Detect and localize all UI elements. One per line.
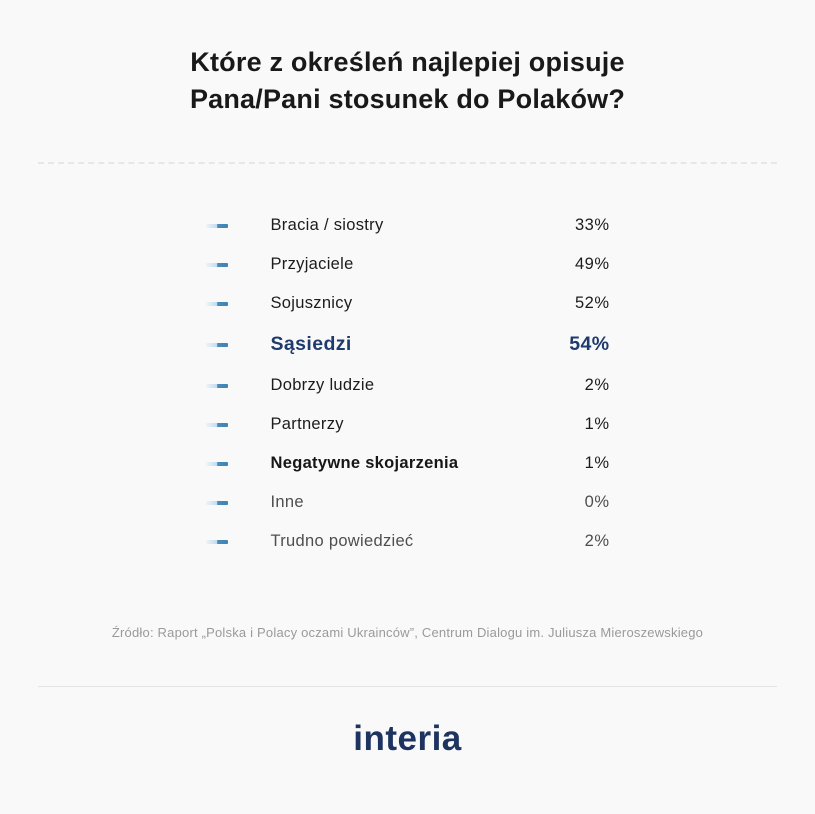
category-value: 49% xyxy=(574,255,610,273)
interia-logo: interia xyxy=(353,719,462,758)
category-value: 54% xyxy=(569,333,610,355)
dash-marker-icon xyxy=(206,501,228,505)
dotted-divider xyxy=(38,162,777,164)
list-item xyxy=(206,366,610,405)
category-value: 2% xyxy=(584,376,610,394)
category-label: Bracia / siostry xyxy=(270,216,384,234)
list-item-highlighted xyxy=(206,323,610,366)
category-value: 33% xyxy=(574,216,610,234)
solid-divider xyxy=(38,686,777,687)
survey-results-list xyxy=(206,206,610,561)
list-item xyxy=(206,206,610,245)
list-item xyxy=(206,245,610,284)
list-item xyxy=(206,405,610,444)
dash-marker-icon xyxy=(206,263,228,267)
page-title-line-2: Pana/Pani stosunek do Polaków? xyxy=(189,84,626,114)
page-title xyxy=(0,44,815,118)
dash-marker-icon xyxy=(206,224,228,228)
list-item xyxy=(206,522,610,561)
dash-marker-icon xyxy=(206,302,228,306)
category-value: 0% xyxy=(584,493,610,511)
dash-marker-icon xyxy=(206,384,228,388)
category-value: 1% xyxy=(584,415,610,433)
dash-marker-icon xyxy=(206,462,228,466)
list-item xyxy=(206,483,610,522)
dash-marker-icon xyxy=(206,343,228,347)
category-label: Dobrzy ludzie xyxy=(270,376,375,394)
category-value: 2% xyxy=(584,532,610,550)
category-label: Negatywne skojarzenia xyxy=(270,454,459,472)
category-label: Partnerzy xyxy=(270,415,344,433)
category-label: Sojusznicy xyxy=(270,294,353,312)
source-attribution: Źródło: Raport „Polska i Polacy oczami Ukrainców”, Centrum Dialogu im. Juliusza Mieroszewskiego xyxy=(111,625,704,640)
category-value: 52% xyxy=(574,294,610,312)
infographic-page xyxy=(0,44,815,814)
list-item xyxy=(206,444,610,483)
dash-marker-icon xyxy=(206,540,228,544)
category-label: Inne xyxy=(270,493,304,511)
list-item xyxy=(206,284,610,323)
category-label: Przyjaciele xyxy=(270,255,354,273)
category-label: Trudno powiedzieć xyxy=(270,532,414,550)
dash-marker-icon xyxy=(206,423,228,427)
category-label: Sąsiedzi xyxy=(270,333,352,355)
page-title-line-1: Które z określeń najlepiej opisuje xyxy=(190,47,625,77)
category-value: 1% xyxy=(584,454,610,472)
